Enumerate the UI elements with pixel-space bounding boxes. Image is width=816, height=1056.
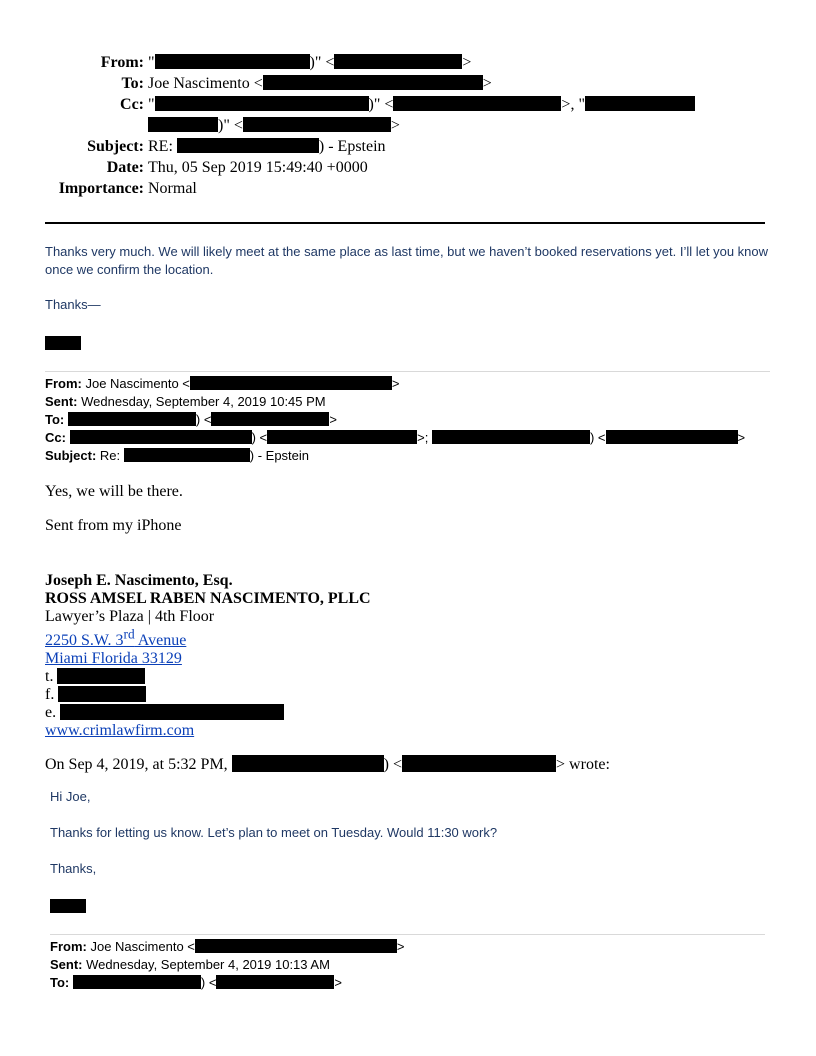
reply-sent-row: Sent: Wednesday, September 4, 2019 10:13 AM [50, 957, 330, 972]
redaction-block [177, 138, 319, 153]
redaction-block [68, 412, 196, 426]
redaction-block [263, 75, 483, 90]
subject-label: Subject: [87, 138, 144, 155]
redaction-block [73, 975, 201, 989]
redaction-block [60, 704, 284, 720]
signature-name: Joseph E. Nascimento, Esq. [45, 572, 233, 589]
reply-cc-row: Cc: ) < >; ) < > [45, 430, 746, 445]
redaction-block [585, 96, 695, 111]
header-subject-row [0, 136, 816, 157]
reply-to-row: To: ) < > [50, 975, 343, 990]
redaction-block [243, 117, 391, 132]
reply-text: Yes, we will be there. [45, 483, 183, 500]
redaction-block [232, 755, 384, 772]
reply-header [50, 938, 404, 992]
date-label: Date: [106, 159, 144, 176]
redaction-block [58, 686, 146, 702]
redaction-block [432, 430, 590, 444]
email-header [0, 52, 816, 199]
cc-value: " )" < >, " [148, 94, 695, 115]
subject-value: RE: ) - Epstein [148, 138, 386, 155]
from-value: " )" < > [148, 54, 472, 71]
header-cc-row [0, 94, 816, 115]
date-value: Thu, 05 Sep 2019 15:49:40 +0000 [148, 159, 368, 176]
redaction-block [155, 96, 369, 111]
reply-to-row: To: ) < > [45, 412, 338, 427]
reply-divider [45, 371, 770, 372]
signature-block [45, 572, 371, 740]
message-closing: Thanks— [45, 297, 101, 312]
redaction-block [216, 975, 334, 989]
signature-building: Lawyer’s Plaza | 4th Floor [45, 608, 215, 625]
redaction-block [148, 117, 218, 132]
header-from-row [0, 52, 816, 73]
signature-address-link[interactable]: 2250 S.W. 3rd Avenue [45, 627, 187, 650]
header-to-row [0, 73, 816, 94]
reply-sent-row: Sent: Wednesday, September 4, 2019 10:45 PM [45, 394, 326, 409]
quoted-greeting: Hi Joe, [50, 789, 91, 804]
importance-label: Importance: [58, 180, 144, 197]
quoted-closing: Thanks, [50, 861, 97, 876]
signature-fax-row: f. [45, 686, 371, 704]
redaction-block [334, 54, 462, 69]
quoted-body: Thanks for letting us know. Let’s plan to meet on Tuesday. Would 11:30 work? [50, 825, 498, 840]
to-label: To: [121, 75, 144, 92]
header-importance-row [0, 178, 816, 199]
reply-subject-row: Subject: Re: ) - Epstein [45, 448, 310, 463]
to-value: Joe Nascimento < > [148, 75, 492, 92]
redaction-block [155, 54, 310, 69]
redaction-block [267, 430, 417, 444]
message-body: Thanks very much. We will likely meet at the same place as last time, but we haven’t booked reservations yet. I’ll let you know once we confirm the location. [45, 244, 769, 277]
importance-value: Normal [148, 180, 197, 197]
reply-from-row: From: Joe Nascimento < > [45, 376, 400, 391]
signature-firm: ROSS AMSEL RABEN NASCIMENTO, PLLC [45, 590, 371, 607]
redacted-signature [45, 336, 81, 350]
cc-value-continued: )" < > [148, 115, 400, 136]
signature-email-row: e. [45, 704, 371, 722]
redaction-block [190, 376, 392, 390]
redacted-signature [50, 899, 86, 913]
signature-phone-row: t. [45, 668, 371, 686]
redaction-block [393, 96, 561, 111]
from-label: From: [100, 54, 144, 71]
redaction-block [402, 755, 556, 772]
redaction-block [124, 448, 250, 462]
reply-sent-from: Sent from my iPhone [45, 517, 182, 534]
reply-header [45, 375, 745, 465]
reply-from-row: From: Joe Nascimento < > [50, 939, 405, 954]
reply-divider [50, 934, 765, 935]
redaction-block [195, 939, 397, 953]
header-divider [45, 222, 765, 224]
header-date-row [0, 157, 816, 178]
quote-intro: On Sep 4, 2019, at 5:32 PM, ) < > wrote: [45, 756, 610, 773]
redaction-block [211, 412, 329, 426]
signature-website-link[interactable]: www.crimlawfirm.com [45, 722, 195, 740]
redaction-block [70, 430, 252, 444]
redaction-block [57, 668, 145, 684]
cc-label: Cc: [120, 96, 144, 113]
signature-city-link[interactable]: Miami Florida 33129 [45, 650, 182, 668]
header-cc-row-continued [0, 115, 816, 136]
redaction-block [606, 430, 738, 444]
